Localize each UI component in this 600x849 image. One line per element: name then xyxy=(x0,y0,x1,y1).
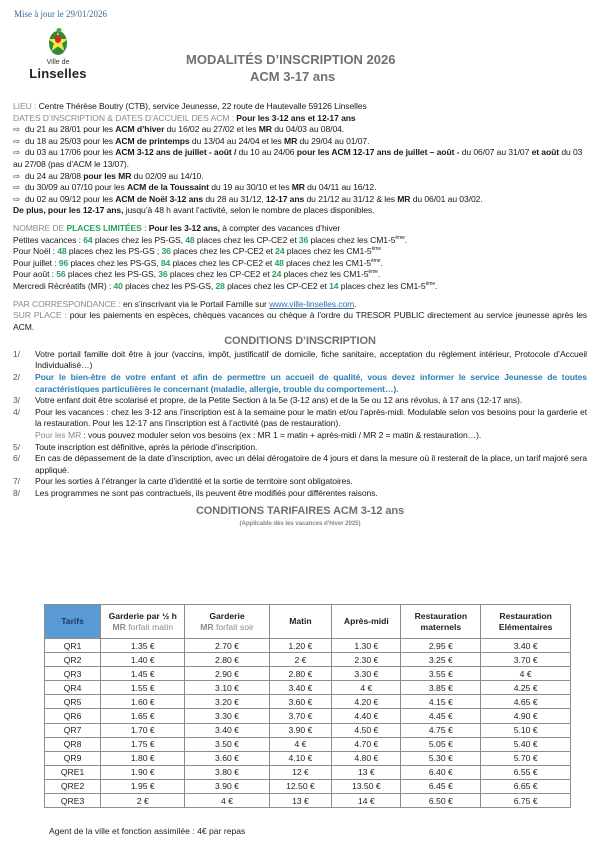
text: du 06/07 au 31/07 xyxy=(459,147,532,158)
text-bold: De plus, pour les 12-17 ans, xyxy=(13,205,124,216)
condition-number: 8/ xyxy=(13,488,20,498)
price-cell: 3.55 € xyxy=(401,667,481,681)
price-cell: 1.35 € xyxy=(101,639,185,653)
condition-item xyxy=(13,488,587,500)
price-cell: 5.30 € xyxy=(401,751,481,765)
text: places chez les PS-GS, xyxy=(122,280,216,291)
table-row xyxy=(45,695,571,709)
text: : xyxy=(141,222,149,233)
tarif-code-cell: QRE2 xyxy=(45,779,101,793)
price-cell: 6.65 € xyxy=(481,779,571,793)
dates-item xyxy=(13,171,587,183)
text: du 02 au 09/12 pour les xyxy=(25,193,116,204)
price-cell: 12.50 € xyxy=(269,779,332,793)
mr-label: Pour les MR xyxy=(35,430,82,441)
text-bold: MR xyxy=(284,135,298,146)
price-cell: 2.30 € xyxy=(332,653,401,667)
price-cell: 3.70 € xyxy=(269,709,332,723)
text: . xyxy=(435,280,438,291)
places-row xyxy=(13,258,587,270)
price-cell: 2 € xyxy=(101,794,185,808)
text-bold: pour les MR xyxy=(83,170,132,181)
column-header xyxy=(101,605,185,639)
price-cell: 6.55 € xyxy=(481,765,571,779)
text-bold: ACM 3-12 ans de juillet - août / xyxy=(115,147,237,158)
text-bold: ACM de printemps xyxy=(115,135,190,146)
price-cell: 4 € xyxy=(332,681,401,695)
text: Pour août : xyxy=(13,269,57,280)
logo-small-text: Ville de xyxy=(46,59,70,66)
tarif-code-cell: QR7 xyxy=(45,723,101,737)
text: du 21/12 au 31/12 & les xyxy=(304,193,398,204)
table-row xyxy=(45,681,571,695)
price-cell: 3.70 € xyxy=(481,653,571,667)
de-plus-line xyxy=(13,205,587,217)
header-sub: forfait matin xyxy=(125,621,174,632)
text: à compter des vacances d’hiver xyxy=(219,222,341,233)
text: places chez les CP-CE2 et xyxy=(170,257,275,268)
text-bold: MR xyxy=(397,193,411,204)
places-row xyxy=(13,269,587,281)
arrow-right-icon: ⇨ xyxy=(13,147,21,158)
price-cell: 4.75 € xyxy=(401,723,481,737)
condition-number: 2/ xyxy=(13,372,20,383)
column-header xyxy=(185,605,269,639)
price-cell: 1.40 € xyxy=(101,653,185,667)
lieu-label: LIEU : xyxy=(13,101,37,111)
table-row xyxy=(45,723,571,737)
dates-item xyxy=(13,182,587,194)
price-cell: 3.30 € xyxy=(185,709,269,723)
text-bold: ACM de la Toussaint xyxy=(126,182,209,193)
column-header xyxy=(481,605,571,639)
table-row xyxy=(45,751,571,765)
condition-item xyxy=(13,476,587,488)
condition-item xyxy=(13,407,587,442)
header-main: Restauration xyxy=(499,610,552,621)
price-cell: 13.50 € xyxy=(332,779,401,793)
condition-text-highlight: Pour le bien-être de votre enfant et afin de permettre un accueil de qualité, vous devez informer le service Jeunesse de toutes caractéristiques particulières le concernant (maladie, allergie, trouble du comportement…). xyxy=(35,372,587,394)
condition-number: 5/ xyxy=(13,441,20,452)
price-cell: 4.70 € xyxy=(332,737,401,751)
price-cell: 3.40 € xyxy=(481,639,571,653)
price-cell: 14 € xyxy=(332,794,401,808)
table-row xyxy=(45,653,571,667)
price-cell: 5.10 € xyxy=(481,723,571,737)
price-cell: 2.90 € xyxy=(185,667,269,681)
price-cell: 2.95 € xyxy=(401,639,481,653)
text: du 28 au 31/12, xyxy=(203,193,266,204)
table-header-row xyxy=(45,605,571,639)
text: du 02/09 au 14/10. xyxy=(131,170,204,181)
dates-item xyxy=(13,124,587,136)
header-main: Garderie par ½ h xyxy=(108,610,177,621)
table-row xyxy=(45,779,571,793)
price-cell: 1.80 € xyxy=(101,751,185,765)
text: places chez les PS-GS, xyxy=(65,269,159,280)
price-cell: 1.55 € xyxy=(101,681,185,695)
text: du 30/09 au 07/10 pour les xyxy=(25,182,127,193)
document-body xyxy=(13,101,587,530)
price-cell: 3.40 € xyxy=(269,681,332,695)
text: du 16/02 au 27/02 et les xyxy=(164,124,259,135)
text: places chez les CM1-5 xyxy=(284,246,372,257)
condition-item xyxy=(13,372,587,395)
places-count: 28 xyxy=(215,280,225,291)
superscript: ème xyxy=(371,246,382,253)
tarifs-subtitle: (Applicable dès les vacances d’hiver 2025) xyxy=(239,520,361,528)
text-bold: ACM de Noël 3-12 ans xyxy=(115,193,204,204)
places-count: 14 xyxy=(329,280,339,291)
column-header: Matin xyxy=(269,605,332,639)
text: places chez les PS-GS, xyxy=(68,257,161,268)
price-cell: 3.30 € xyxy=(332,667,401,681)
price-cell: 4 € xyxy=(185,794,269,808)
sur-place-label: SUR PLACE : xyxy=(13,310,67,321)
text: du 03 au 27/08 (pas d’ACM le 13/07). xyxy=(13,147,583,169)
text-bold: et août xyxy=(531,147,560,158)
condition-item xyxy=(13,442,587,454)
tarif-code-cell: QR5 xyxy=(45,695,101,709)
tarif-code-cell: QR9 xyxy=(45,751,101,765)
tarif-code-cell: QRE3 xyxy=(45,794,101,808)
price-cell: 3.50 € xyxy=(185,737,269,751)
price-cell: 4.15 € xyxy=(401,695,481,709)
text: du 03 au 17/06 pour les xyxy=(25,147,116,158)
column-header xyxy=(401,605,481,639)
dates-item xyxy=(13,194,587,206)
price-cell: 4.90 € xyxy=(481,709,571,723)
header-sub-mr: MR xyxy=(112,621,126,632)
conditions-title: CONDITIONS D’INSCRIPTION xyxy=(224,335,376,348)
price-cell: 2.70 € xyxy=(185,639,269,653)
text: places chez les CP-CE2 et xyxy=(170,246,276,257)
header-sub: forfait soir xyxy=(213,621,254,632)
correspondance-label: PAR CORRESPONDANCE : xyxy=(13,298,121,309)
arrow-right-icon: ⇨ xyxy=(13,193,21,204)
condition-text: En cas de dépassement de la date d’inscription, avec un délai dérogatoire de 4 jours et dans la mesure où il resterait de la place, un tarif majoré sera appliqué. xyxy=(35,453,587,475)
price-cell: 6.40 € xyxy=(401,765,481,779)
text: places chez les CP-CE2 et xyxy=(194,234,299,245)
places-label-green: PLACES LIMITÉES xyxy=(66,222,142,233)
superscript: ème xyxy=(370,257,381,264)
places-count: 64 xyxy=(83,234,93,245)
tarifs-table xyxy=(44,604,571,808)
places-count: 36 xyxy=(161,246,171,257)
price-cell: 4 € xyxy=(481,667,571,681)
places-count: 96 xyxy=(58,257,69,268)
header-main2: Elémentaires xyxy=(498,621,553,632)
arrow-right-icon: ⇨ xyxy=(13,135,21,146)
price-cell: 3.25 € xyxy=(401,653,481,667)
price-cell: 3.80 € xyxy=(185,765,269,779)
text: du 24 au 28/08 xyxy=(25,170,84,181)
text: du 13/04 au 24/04 et les xyxy=(189,135,285,146)
lieu-line xyxy=(13,101,587,113)
superscript: ème xyxy=(368,269,378,276)
condition-text: Pour les vacances : chez les 3-12 ans l’inscription est à la semaine pour le matin et/ou l’après-midi. Modulable selon vos besoins pour la garderie et la restauration. Pour les 12-17 ans l’inscription est à l’activité (pas de restauration). xyxy=(35,406,587,429)
condition-number: 3/ xyxy=(13,395,20,406)
places-row xyxy=(13,281,587,293)
text: places chez les CM1-5 xyxy=(338,280,426,291)
table-row xyxy=(45,765,571,779)
condition-item xyxy=(13,453,587,476)
price-cell: 4.65 € xyxy=(481,695,571,709)
text: Pour Noël : xyxy=(13,246,58,257)
places-count: 24 xyxy=(271,269,282,280)
text: du 21 au 28/01 pour les xyxy=(25,124,116,135)
text: du 10 au 24/06 xyxy=(236,147,297,158)
dates-label-bold: Pour les 3-12 ans et 12-17 ans xyxy=(234,112,356,123)
text: places chez les PS-GS, xyxy=(92,234,186,245)
price-cell: 1.65 € xyxy=(101,709,185,723)
price-cell: 3.90 € xyxy=(269,723,332,737)
text-bold: ACM d’hiver xyxy=(115,124,165,135)
condition-number: 6/ xyxy=(13,453,20,464)
linselles-logo xyxy=(28,24,88,90)
price-cell: 1.30 € xyxy=(332,639,401,653)
places-label: NOMBRE DE xyxy=(13,222,67,233)
price-cell: 6.50 € xyxy=(401,794,481,808)
places-count: 48 xyxy=(185,234,195,245)
places-count: 36 xyxy=(158,269,168,280)
column-header: Tarifs xyxy=(45,605,101,639)
logo-name: Linselles xyxy=(29,66,87,81)
places-count: 48 xyxy=(274,257,284,268)
price-cell: 1.60 € xyxy=(101,695,185,709)
text: du 19 au 30/10 et les xyxy=(208,182,292,193)
update-date: Mise à jour le 29/01/2026 xyxy=(14,9,107,19)
price-cell: 3.10 € xyxy=(185,681,269,695)
places-count: 40 xyxy=(113,280,123,291)
price-cell: 6.75 € xyxy=(481,794,571,808)
table-row xyxy=(45,639,571,653)
price-cell: 2 € xyxy=(269,653,332,667)
places-row xyxy=(13,246,587,258)
places-row xyxy=(13,235,587,247)
price-cell: 6.45 € xyxy=(401,779,481,793)
dates-item xyxy=(13,136,587,148)
header-main2: maternels xyxy=(420,621,462,632)
text: places chez les PS-GS ; xyxy=(66,246,162,257)
header-main: Garderie xyxy=(209,610,245,621)
text-bold: MR xyxy=(258,124,272,135)
price-cell: 4.20 € xyxy=(332,695,401,709)
price-cell: 3.85 € xyxy=(401,681,481,695)
condition-text: Votre portail famille doit être à jour (vaccins, impôt, justificatif de domicile, fiche sanitaire, acceptation du règlement intérieur, Protocole d’Accueil Individualisé…) xyxy=(35,348,587,371)
portail-famille-link[interactable]: www.ville-linselles.com xyxy=(269,298,355,309)
price-cell: 4.45 € xyxy=(401,709,481,723)
places-count: 36 xyxy=(298,234,309,245)
price-cell: 5.40 € xyxy=(481,737,571,751)
price-cell: 12 € xyxy=(269,765,332,779)
price-cell: 1.75 € xyxy=(101,737,185,751)
correspondance-line xyxy=(13,299,587,311)
price-cell: 2.80 € xyxy=(269,667,332,681)
price-cell: 4.80 € xyxy=(332,751,401,765)
text: du 04/11 au 16/12. xyxy=(304,182,377,193)
text: places chez les CP-CE2 et xyxy=(167,269,272,280)
tarif-code-cell: QR8 xyxy=(45,737,101,751)
price-cell: 1.20 € xyxy=(269,639,332,653)
condition-number: 7/ xyxy=(13,476,20,487)
price-cell: 4.40 € xyxy=(332,709,401,723)
text: du 18 au 25/03 pour les xyxy=(25,135,116,146)
text: du 29/04 au 01/07. xyxy=(297,135,370,146)
text: places chez les CM1-5 xyxy=(308,234,396,245)
places-heading xyxy=(13,223,587,235)
header-main: Restauration xyxy=(414,610,468,621)
text: du 04/03 au 08/04. xyxy=(271,124,345,135)
price-cell: 4.50 € xyxy=(332,723,401,737)
condition-item xyxy=(13,349,587,372)
text-bold: 12-17 ans xyxy=(265,193,305,204)
arrow-right-icon: ⇨ xyxy=(13,182,21,193)
text: jusqu’à 48 h avant l’activité, selon le nombre de places disponibles. xyxy=(123,205,375,216)
price-cell: 5.05 € xyxy=(401,737,481,751)
superscript: ème xyxy=(395,234,405,241)
price-cell: 1.90 € xyxy=(101,765,185,779)
text: Mercredi Récréatifs (MR) : xyxy=(13,280,114,291)
condition-text: Pour les sorties à l’étranger la carte d’identité et la sortie de territoire sont obligatoires. xyxy=(35,476,353,487)
text: Petites vacances : xyxy=(13,234,84,245)
text-bold: Pour les 3-12 ans, xyxy=(148,222,220,233)
tarif-code-cell: QR6 xyxy=(45,709,101,723)
text-bold: MR xyxy=(291,182,305,193)
price-cell: 3.90 € xyxy=(185,779,269,793)
sur-place-line xyxy=(13,310,587,333)
places-count: 84 xyxy=(160,257,171,268)
dates-label: DATES D’INSCRIPTION & DATES D’ACCUEIL DES ACM : xyxy=(13,112,234,123)
text: . xyxy=(404,234,408,245)
price-cell: 4.25 € xyxy=(481,681,571,695)
condition-text: Les programmes ne sont pas contractuels, ils peuvent être modifiés pour différentes raisons. xyxy=(35,488,378,498)
tarif-code-cell: QR4 xyxy=(45,681,101,695)
condition-text: Toute inscription est définitive, après la période d’inscription. xyxy=(35,441,258,452)
lieu-text: Centre Thérèse Boutry (CTB), service Jeunesse, 22 route de Hautevalle 59126 Linselles xyxy=(36,101,367,111)
text: . xyxy=(380,257,383,268)
price-cell: 3.40 € xyxy=(185,723,269,737)
text: places chez les CP-CE2 et xyxy=(224,280,330,291)
price-cell: 3.20 € xyxy=(185,695,269,709)
text: . xyxy=(354,298,357,309)
price-cell: 4.10 € xyxy=(269,751,332,765)
tarif-code-cell: QR3 xyxy=(45,667,101,681)
text: Pour juillet : xyxy=(13,257,59,268)
price-cell: 13 € xyxy=(332,765,401,779)
text: : vous pouvez moduler selon vos besoins (ex : MR 1 = matin + après-midi / MR 2 = matin & restauration…). xyxy=(81,430,482,441)
text: pour les paiements en espèces, chèques vacances ou chèque à l’ordre du TRESOR PUBLIC directement au service jeunesse après les ACM. xyxy=(13,310,587,332)
price-cell: 1.95 € xyxy=(101,779,185,793)
arrow-right-icon: ⇨ xyxy=(13,170,21,181)
tarif-code-cell: QR1 xyxy=(45,639,101,653)
text: . xyxy=(377,269,381,280)
price-cell: 13 € xyxy=(269,794,332,808)
table-row xyxy=(45,737,571,751)
price-cell: 1.70 € xyxy=(101,723,185,737)
tarifs-title: CONDITIONS TARIFAIRES ACM 3-12 ans xyxy=(195,504,405,517)
page-title-line1: MODALITÉS D’INSCRIPTION 2026 xyxy=(186,52,396,67)
condition-text: Votre enfant doit être scolarisé et propre, de la Petite Section à la 5e (3-12 ans) et de la 5e ou 12 ans révolus, à 17 ans (12-17 ans). xyxy=(35,395,523,406)
column-header: Après-midi xyxy=(332,605,401,639)
price-cell: 2.80 € xyxy=(185,653,269,667)
text: places chez les CM1-5 xyxy=(283,257,371,268)
price-cell: 3.60 € xyxy=(185,751,269,765)
price-cell: 3.60 € xyxy=(269,695,332,709)
text: places chez les CM1-5 xyxy=(281,269,369,280)
logo-mark-icon xyxy=(45,24,71,58)
arrow-right-icon: ⇨ xyxy=(13,124,21,135)
tarif-code-cell: QRE1 xyxy=(45,765,101,779)
places-count: 48 xyxy=(57,246,67,257)
tarif-code-cell: QR2 xyxy=(45,653,101,667)
places-count: 56 xyxy=(56,269,66,280)
superscript: ème xyxy=(425,281,436,288)
text: en s’inscrivant via le Portail Famille sur xyxy=(120,298,270,309)
condition-number: 4/ xyxy=(13,406,20,417)
places-count: 24 xyxy=(275,246,285,257)
footer-note: Agent de la ville et fonction assimilée : 4€ par repas xyxy=(49,826,246,836)
condition-item xyxy=(13,395,587,407)
page-title-line2: ACM 3-17 ans xyxy=(250,69,336,84)
dates-heading xyxy=(13,113,587,125)
price-cell: 5.70 € xyxy=(481,751,571,765)
condition-number: 1/ xyxy=(13,348,20,359)
price-cell: 4 € xyxy=(269,737,332,751)
table-row xyxy=(45,709,571,723)
table-row xyxy=(45,667,571,681)
text: du 06/01 au 03/02. xyxy=(410,193,483,204)
price-cell: 1.45 € xyxy=(101,667,185,681)
dates-item xyxy=(13,147,587,170)
table-row xyxy=(45,794,571,808)
text-bold: pour les ACM 12-17 ans de juillet – août - xyxy=(296,147,460,158)
header-sub-mr: MR xyxy=(200,621,214,632)
